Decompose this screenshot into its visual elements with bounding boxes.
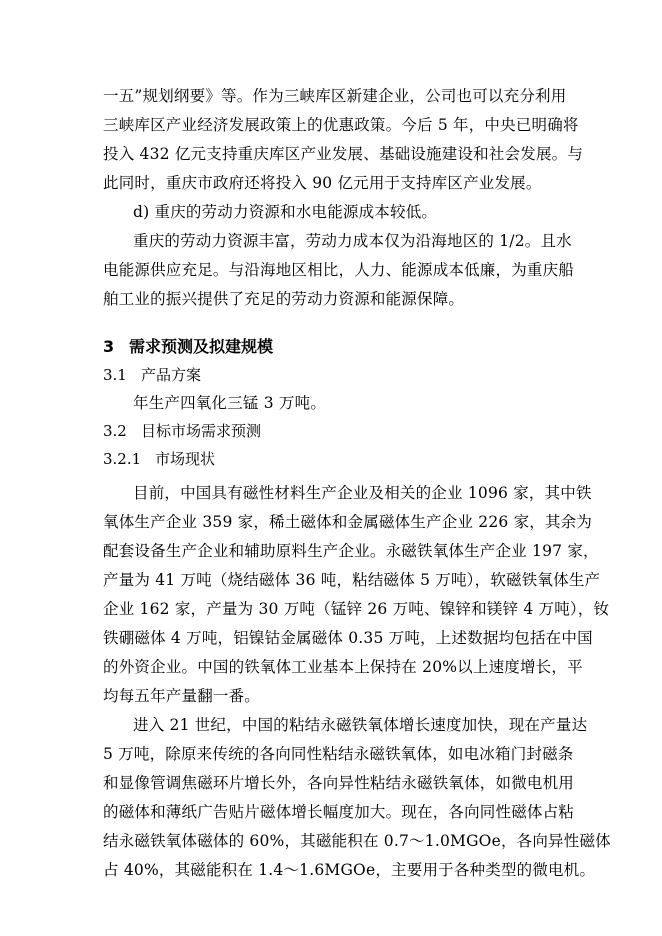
paragraph-line: 此同时，重庆市政府还将投入 90 亿元用于支持库区产业发展。 [103,174,542,192]
subsection-title: 市场现状 [155,450,216,468]
paragraph-line: 产量为 41 万吨（烧结磁体 36 吨，粘结磁体 5 万吨），软磁铁氧体生产 [103,571,601,589]
section-heading [103,336,273,358]
paragraph-line: 的外资企业。中国的铁氧体工业基本上保持在 20%以上速度增长，平 [103,658,583,676]
paragraph-line: 进入 21 世纪，中国的粘结永磁铁氧体增长速度加快，现在产量达 [133,716,588,734]
paragraph-line: 企业 162 家，产量为 30 万吨（锰锌 26 万吨、镍锌和镁锌 4 万吨），钕 [103,600,610,618]
paragraph-line: 配套设备生产企业和辅助原料生产企业。永磁铁氧体生产企业 197 家， [103,542,599,560]
subsection-number: 3.1 [103,366,127,384]
paragraph-line: 目前，中国具有磁性材料生产企业及相关的企业 1096 家，其中铁 [133,484,592,502]
paragraph-line: 的磁体和薄纸广告贴片磁体增长幅度加大。现在，各向同性磁体占粘 [103,803,575,821]
paragraph-line: 三峡库区产业经济发展政策上的优惠政策。今后 5 年，中央已明确将 [103,116,579,134]
paragraph-line: 占 40%，其磁能积在 1.4～1.6MGOe，主要用于各种类型的微电机。 [103,861,596,879]
paragraph-line: 舶工业的振兴提供了充足的劳动力资源和能源保障。 [103,290,465,308]
paragraph-line: 5 万吨，除原来传统的各向同性粘结永磁铁氧体，如电冰箱门封磁条 [103,745,574,763]
section-title: 需求预测及拟建规模 [129,337,274,356]
paragraph-line: 重庆的劳动力资源丰富，劳动力成本仅为沿海地区的 1/2。且水 [133,232,572,250]
subsection-number: 3.2.1 [103,450,142,468]
subsection-heading [103,420,261,442]
paragraph-line: 电能源供应充足。与沿海地区相比，人力、能源成本低廉，为重庆船 [103,261,575,279]
paragraph-line: 结永磁铁氧体磁体的 60%，其磁能积在 0.7～1.0MGOe，各向异性磁体 [103,832,611,850]
paragraph-line: 投入 432 亿元支持重庆库区产业发展、基础设施建设和社会发展。与 [103,145,584,163]
paragraph-line: 均每五年产量翻一番。 [103,687,261,705]
paragraph-line: 年生产四氧化三锰 3 万吨。 [133,394,327,412]
section-number: 3 [103,337,115,356]
paragraph-line: 氧体生产企业 359 家，稀土磁体和金属磁体生产企业 226 家，其余为 [103,513,593,531]
list-item-d: d) 重庆的劳动力资源和水电能源成本较低。 [133,203,438,221]
subsection-heading [103,448,215,470]
subsection-title: 产品方案 [141,366,202,384]
paragraph-line: 一五”规划纲要》等。作为三峡库区新建企业，公司也可以充分利用 [103,87,567,105]
paragraph-line: 铁硼磁体 4 万吨，铝镍钴金属磁体 0.35 万吨，上述数据均包括在中国 [103,629,593,647]
subsection-title: 目标市场需求预测 [141,422,262,440]
paragraph-line: 和显像管调焦磁环片增长外，各向异性粘结永磁铁氧体，如微电机用 [103,774,575,792]
subsection-number: 3.2 [103,422,127,440]
subsection-heading [103,364,201,386]
